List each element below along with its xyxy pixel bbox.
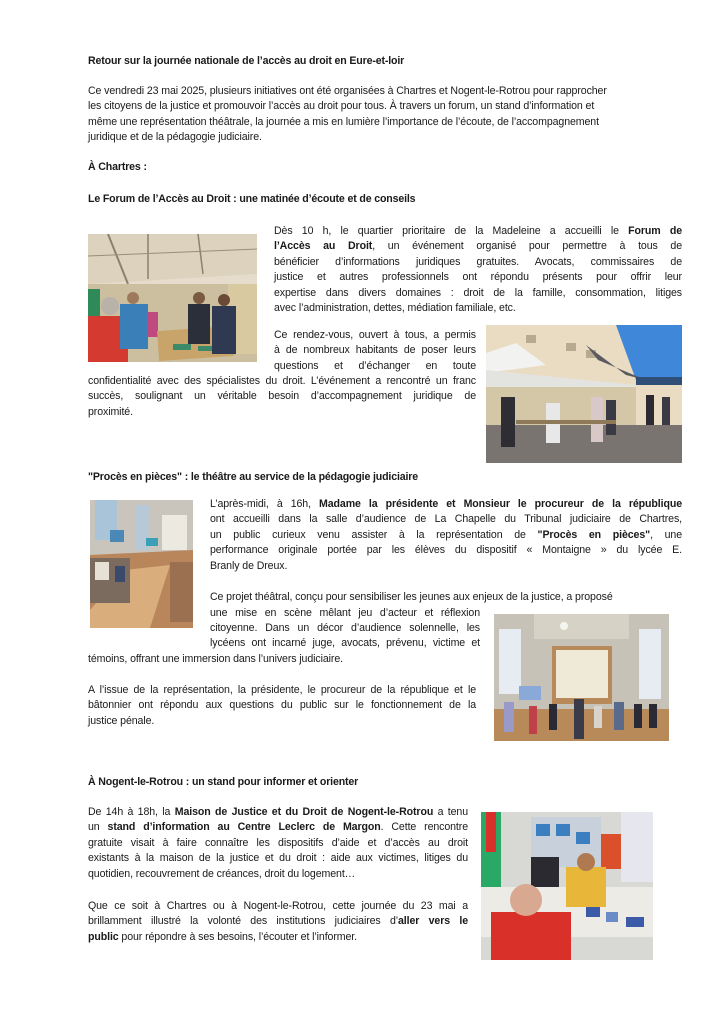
theatre-line: performance originale portée par les élèves du dispositif « Montaigne » du lycée E. [210, 544, 682, 557]
theatre-paragraph-2-middle [210, 606, 480, 652]
forum-line: confidentialité avec des spécialistes du droit. L’événement a rencontré un franc [88, 375, 476, 387]
courtroom-stage-photo [494, 614, 669, 741]
theatre-line: L’après-midi, à 16h, Madame la présidente et Monsieur le procureur de la république [210, 498, 682, 510]
forum-paragraph-2-top [274, 328, 476, 374]
forum-street-photo [486, 325, 682, 463]
nogent-heading: À Nogent-le-Rotrou : un stand pour informer et orienter [88, 776, 359, 788]
nogent-stand-photo [481, 812, 653, 960]
intro-paragraph [88, 84, 682, 146]
forum-line: expertise dans divers domaines : droit de la famille, consommation, litiges [274, 286, 682, 299]
theatre-paragraph-2-top [210, 590, 682, 605]
nogent-paragraph-2 [88, 899, 468, 945]
nogent-line: De 14h à 18h, la Maison de Justice et du Droit de Nogent-le-Rotrou a tenu [88, 806, 468, 818]
theatre-line: Branly de Dreux. [210, 559, 288, 572]
forum-tent-photo [88, 234, 257, 362]
theatre-line: A l’issue de la représentation, la présidente, le procureur de la république et le [88, 684, 476, 696]
theatre-line: ont accueilli dans la salle d’audience de La Chapelle du Tribunal judiciaire de Chartres, [210, 513, 682, 526]
nogent-line: gratuite visait à faire connaître les dispositifs d’aide et d’accès au droit [88, 836, 468, 849]
forum-line: Dès 10 h, le quartier prioritaire de la Madeleine a accueilli le Forum de [274, 225, 682, 237]
theatre-line: bâtonnier ont répondu aux questions du public sur le fonctionnement de la [88, 699, 476, 712]
theatre-paragraph-3 [88, 683, 476, 729]
nogent-line: quotidien, recouvrement de créances, droit du logement… [88, 867, 356, 880]
forum-line: succès, soulignant un véritable besoin d’accompagnement juridique de [88, 390, 476, 403]
theatre-heading: "Procès en pièces" : le théâtre au service de la pédagogie judiciaire [88, 471, 419, 483]
forum-paragraph-2-bottom [88, 374, 476, 420]
theatre-line: Ce projet théâtral, conçu pour sensibiliser les jeunes aux enjeux de la justice, a proposé [210, 591, 613, 603]
nogent-line: public pour répondre à ses besoins, l’écouter et l’informer. [88, 930, 357, 943]
intro-line: Ce vendredi 23 mai 2025, plusieurs initiatives ont été organisées à Chartres et Nogent-le-Rotrou pour rapprocher [88, 85, 607, 97]
theatre-line: justice pénale. [88, 714, 155, 727]
nogent-line: existants à la maison de la justice et du droit : aide aux victimes, litiges du [88, 852, 468, 865]
forum-line: justice et autres professionnels ont répondu présents pour offrir leur [274, 271, 682, 284]
forum-line: l’Accès au Droit, un événement organisé pour permettre à tous de [274, 240, 682, 253]
theatre-line: témoins, offrant une immersion dans l’univers judiciaire. [88, 652, 343, 665]
theatre-line: lycéens ont incarné juge, avocats, prévenu, victime et [210, 637, 480, 650]
theatre-line: une mise en scène mêlant jeu d’acteur et réflexion [210, 606, 480, 619]
theatre-paragraph-2-bottom [88, 652, 480, 667]
nogent-line: un stand d’information au Centre Leclerc de Margon. Cette rencontre [88, 821, 468, 834]
courtroom-audience-photo [90, 500, 193, 628]
forum-line: bénéficier d’informations juridiques gratuites. Avocats, commissaires de [274, 255, 682, 268]
forum-line: à de nombreux habitants de poser leurs [274, 344, 476, 357]
intro-line: les citoyens de la justice et promouvoir l’accès au droit pour tous. À travers un forum, un stand d’information et [88, 100, 595, 113]
forum-line: avec l’administration, dettes, médiation familiale, etc. [274, 301, 516, 314]
forum-line: questions et d’échanger en toute [274, 359, 476, 372]
chartres-heading: À Chartres : [88, 161, 147, 173]
forum-line: proximité. [88, 405, 133, 418]
theatre-line: citoyenne. Dans un décor d’audience solennelle, les [210, 621, 480, 634]
intro-line: juridique et de la pédagogie judiciaire. [88, 131, 262, 144]
nogent-line: brillamment illustré la volonté des institutions judiciaires d’aller vers le [88, 915, 468, 928]
nogent-paragraph-1 [88, 805, 468, 882]
theatre-paragraph-1 [210, 497, 682, 574]
theatre-line: un public curieux venu assister à la représentation de "Procès en pièces", une [210, 528, 682, 541]
forum-heading: Le Forum de l’Accès au Droit : une matinée d’écoute et de conseils [88, 193, 416, 205]
intro-line: même une représentation théâtrale, la journée a mis en lumière l’importance de l’écoute, de l’accompagnement [88, 115, 599, 128]
nogent-line: Que ce soit à Chartres ou à Nogent-le-Rotrou, cette journée du 23 mai a [88, 900, 468, 912]
forum-line: Ce rendez-vous, ouvert à tous, a permis [274, 329, 476, 341]
forum-paragraph-1 [274, 224, 682, 316]
document-title: Retour sur la journée nationale de l’accès au droit en Eure-et-loir [88, 55, 405, 67]
